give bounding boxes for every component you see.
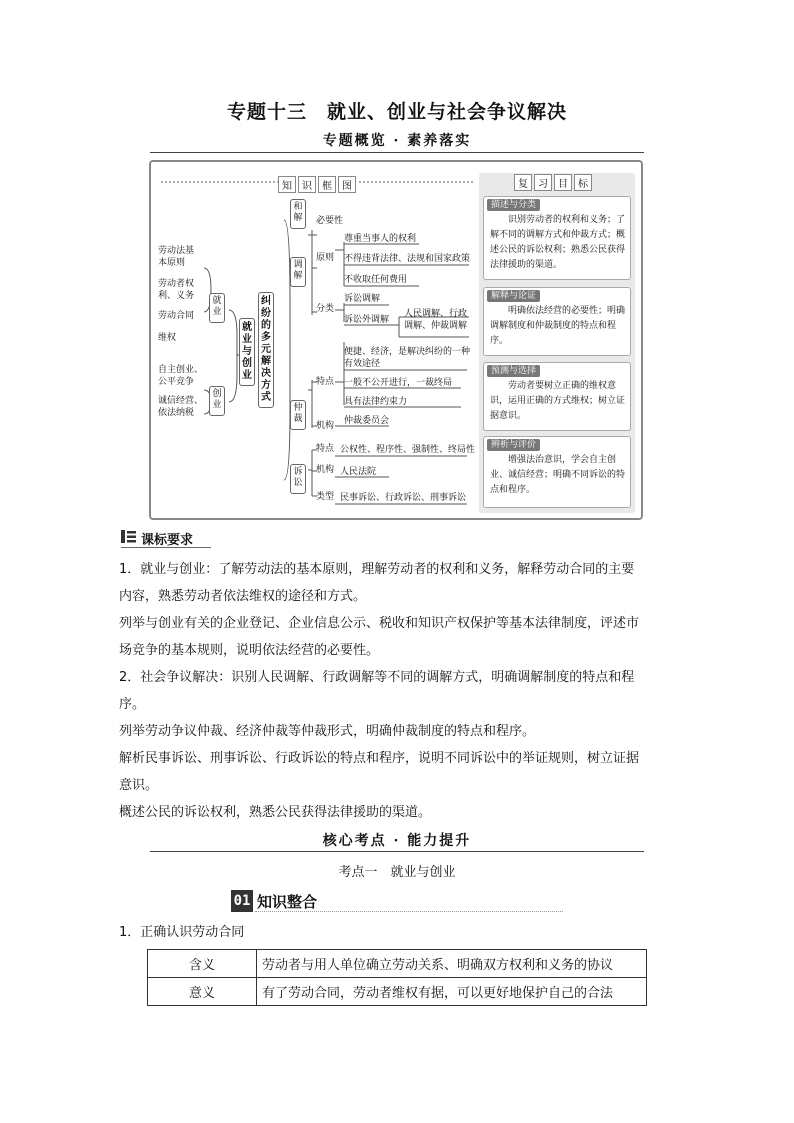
map-node: 本原则 (158, 258, 186, 268)
paragraph: 意识。 (119, 778, 159, 793)
paragraph: 序。 (119, 697, 146, 712)
goal-card: 解释与论证 明确依法经营的必要性；明确调解制度和仲裁制度的特点和程序。 (483, 287, 631, 356)
map-node-tiaojie: 调解 (290, 257, 306, 287)
divider (121, 547, 211, 548)
table-row (148, 978, 647, 1006)
map-node: 类型 (316, 492, 335, 502)
table-cell: 劳动者与用人单位确立劳动关系、明确双方权利和义务的协议 (257, 950, 647, 978)
map-node: 劳动法基 (158, 246, 195, 256)
table-cell: 含义 (148, 950, 257, 978)
map-node: 特点 (316, 444, 335, 454)
map-node: 诉讼外调解 (344, 315, 390, 325)
paragraph: 场竞争的基本规则，说明依法经营的必要性。 (119, 643, 380, 658)
divider (150, 152, 644, 153)
review-goals-tag: 复 习 目 标 (513, 172, 593, 191)
map-node: 不收取任何费用 (344, 275, 408, 285)
map-node: 原则 (316, 253, 335, 263)
map-node: 机构 (316, 465, 335, 475)
map-node-jiuye: 就业 (209, 293, 225, 323)
paragraph: 1．就业与创业：了解劳动法的基本原则，理解劳动者的权利和义务，解释劳动合同的主要 (119, 562, 635, 577)
map-node: 诚信经营、 (158, 396, 204, 406)
paragraph: 2．社会争议解决：识别人民调解、行政调解等不同的调解方式，明确调解制度的特点和程 (119, 670, 635, 685)
map-node: 自主创业、 (158, 365, 204, 375)
map-node: 公权性、程序性、强制性、终局性 (340, 445, 476, 455)
table-cell: 有了劳动合同，劳动者维权有据，可以更好地保护自己的合法 (257, 978, 647, 1006)
map-node: 一般不公开进行，一裁终局 (344, 378, 453, 388)
section-banner: 核心考点 · 能力提升 (322, 833, 472, 849)
map-node: 调解、仲裁调解 (404, 321, 468, 331)
contract-table (147, 949, 647, 1006)
map-node: 仲裁委员会 (344, 416, 390, 426)
map-node: 不得违背法律、法规和国家政策 (344, 254, 471, 264)
goal-card: 描述与分类 识别劳动者的权利和义务；了解不同的调解方式和仲裁方式；概述公民的诉讼权利；熟悉公民获得法律援助的渠道。 (483, 196, 631, 280)
goal-card: 辨析与评价 增强法治意识，学会自主创业、诚信经营；明确不同诉讼的特点和程序。 (483, 436, 631, 508)
map-node: 人民调解、行政 (404, 309, 468, 319)
paragraph: 列举劳动争议仲裁、经济仲裁等仲裁形式，明确仲裁制度的特点和程序。 (119, 724, 536, 739)
map-node: 有效途径 (344, 359, 381, 369)
map-node: 分类 (316, 304, 335, 314)
map-node: 尊重当事人的权利 (344, 234, 417, 244)
section-heading: 课标要求 (141, 533, 194, 548)
badge-number: 01 (231, 890, 253, 912)
map-node: 劳动合同 (158, 311, 195, 321)
map-node: 公平竞争 (158, 377, 195, 387)
knowledge-map-tag: 知 识 框 图 (277, 174, 357, 193)
page-title: 专题十三 就业、创业与社会争议解决 (226, 101, 567, 123)
map-node-jiuye-chuangye: 就业与创业 (239, 318, 255, 386)
map-node: 人民法院 (340, 467, 377, 477)
map-node-susong: 诉讼 (290, 464, 306, 494)
map-node: 维权 (158, 333, 177, 343)
goal-card: 预测与选择 劳动者要树立正确的维权意识，运用正确的方式维权；树立证据意识。 (483, 362, 631, 431)
table-cell: 意义 (148, 978, 257, 1006)
paragraph: 内容，熟悉劳动者依法维权的途径和方式。 (119, 589, 367, 604)
paragraph: 概述公民的诉讼权利，熟悉公民获得法律援助的渠道。 (119, 805, 432, 820)
table-row (148, 950, 647, 978)
map-node-zhongcai: 仲裁 (290, 400, 306, 430)
map-node-hejie: 和解 (290, 199, 306, 229)
map-node: 民事诉讼、行政诉讼、刑事诉讼 (340, 493, 467, 503)
topic-heading: 考点一 就业与创业 (338, 865, 456, 880)
map-node: 具有法律约束力 (344, 397, 408, 407)
map-node: 劳动者权 (158, 279, 195, 289)
paragraph: 解析民事诉讼、刑事诉讼、行政诉讼的特点和程序，说明不同诉讼中的举证规则，树立证据 (119, 751, 640, 766)
map-node: 特点 (316, 377, 335, 387)
map-node: 必要性 (316, 216, 344, 226)
divider (255, 911, 563, 912)
map-node-chuangye: 创业 (209, 386, 225, 416)
map-node-center: 纠纷的多元解决方式 (258, 292, 274, 408)
map-node: 依法纳税 (158, 408, 195, 418)
badge-label: 知识整合 (257, 893, 318, 911)
map-node: 诉讼调解 (344, 294, 381, 304)
section-banner: 专题概览 · 素养落实 (0, 130, 794, 150)
divider (150, 851, 644, 852)
map-node: 机构 (316, 421, 335, 431)
map-node: 便捷、经济，是解决纠纷的一种 (344, 347, 471, 357)
map-node: 利、义务 (158, 291, 195, 301)
subheading: 1．正确认识劳动合同 (119, 925, 245, 940)
section-icon (121, 530, 136, 543)
paragraph: 列举与创业有关的企业登记、企业信息公示、税收和知识产权保护等基本法律制度，评述市 (119, 616, 640, 631)
